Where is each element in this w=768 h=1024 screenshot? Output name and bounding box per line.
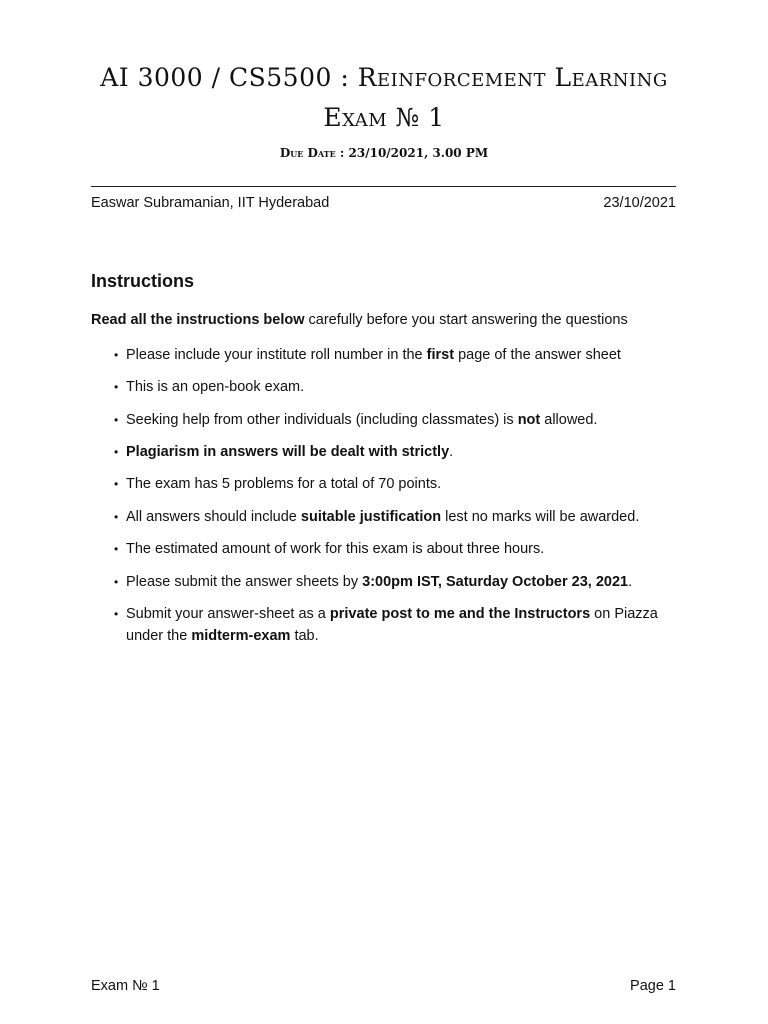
instruction-item <box>114 603 678 647</box>
header-date: 23/10/2021 <box>603 195 676 211</box>
instruction-text: lest no marks will be awarded. <box>441 509 640 525</box>
instruction-item <box>114 538 686 560</box>
course-title: AI 3000 / CS5500 : Reinforcement Learning <box>100 63 668 92</box>
instruction-text: The exam has 5 problems for a total of 70 points. <box>126 476 442 492</box>
instruction-text: The estimated amount of work for this exam is about three hours. <box>126 541 545 557</box>
bullet-icon: • <box>114 348 119 362</box>
instructions-heading: Instructions <box>91 271 195 291</box>
instruction-bold-text: suitable justification <box>300 509 442 525</box>
due-date: Due Date : 23/10/2021, 3.00 PM <box>279 146 489 160</box>
bullet-icon: • <box>114 413 119 427</box>
instructions-intro <box>91 312 628 328</box>
exam-title: Exam № 1 <box>323 103 445 132</box>
intro-text: carefully before you start answering the questions <box>304 312 628 328</box>
instruction-item <box>114 441 686 463</box>
instruction-bold-text: 3:00pm IST, Saturday October 23, 2021 <box>362 574 629 590</box>
bullet-icon: • <box>114 575 119 589</box>
instruction-text: This is an open-book exam. <box>126 379 305 395</box>
instruction-text: . <box>628 574 633 590</box>
bullet-icon: • <box>114 542 119 556</box>
instruction-text: on Piazza under the <box>126 606 658 644</box>
instruction-text: Please include your institute roll number in the <box>126 347 427 363</box>
instruction-text: tab. <box>290 628 319 644</box>
instruction-bold-text: not <box>517 412 541 428</box>
bullet-icon: • <box>114 607 119 621</box>
instruction-item <box>114 506 686 528</box>
instruction-text: All answers should include <box>126 509 301 525</box>
intro-bold-text: Read all the instructions below <box>91 312 305 328</box>
instruction-text: . <box>449 444 454 460</box>
instruction-text: allowed. <box>540 412 598 428</box>
author-name: Easwar Subramanian, IIT Hyderabad <box>91 195 330 211</box>
instruction-text: Seeking help from other individuals (including classmates) is <box>126 412 518 428</box>
header-divider <box>91 186 676 187</box>
instruction-bold-text: private post to me and the Instructors <box>329 606 591 622</box>
instruction-item <box>114 571 686 593</box>
bullet-icon: • <box>114 380 119 394</box>
instruction-bold-text: midterm-exam <box>191 628 291 644</box>
instruction-text: Submit your answer-sheet as a <box>126 606 330 622</box>
footer-page-number: Page 1 <box>630 978 676 994</box>
bullet-icon: • <box>114 477 119 491</box>
bullet-icon: • <box>114 510 119 524</box>
instruction-item <box>114 409 686 431</box>
instruction-bold-text: first <box>426 347 455 363</box>
instruction-bold-text: Plagiarism in answers will be dealt with strictly <box>126 444 450 460</box>
instruction-text: Please submit the answer sheets by <box>126 574 363 590</box>
instruction-item <box>114 344 686 366</box>
instruction-item <box>114 376 686 398</box>
instruction-item <box>114 473 686 495</box>
bullet-icon: • <box>114 445 119 459</box>
footer-exam-label: Exam № 1 <box>91 978 160 994</box>
instruction-text: page of the answer sheet <box>454 347 621 363</box>
